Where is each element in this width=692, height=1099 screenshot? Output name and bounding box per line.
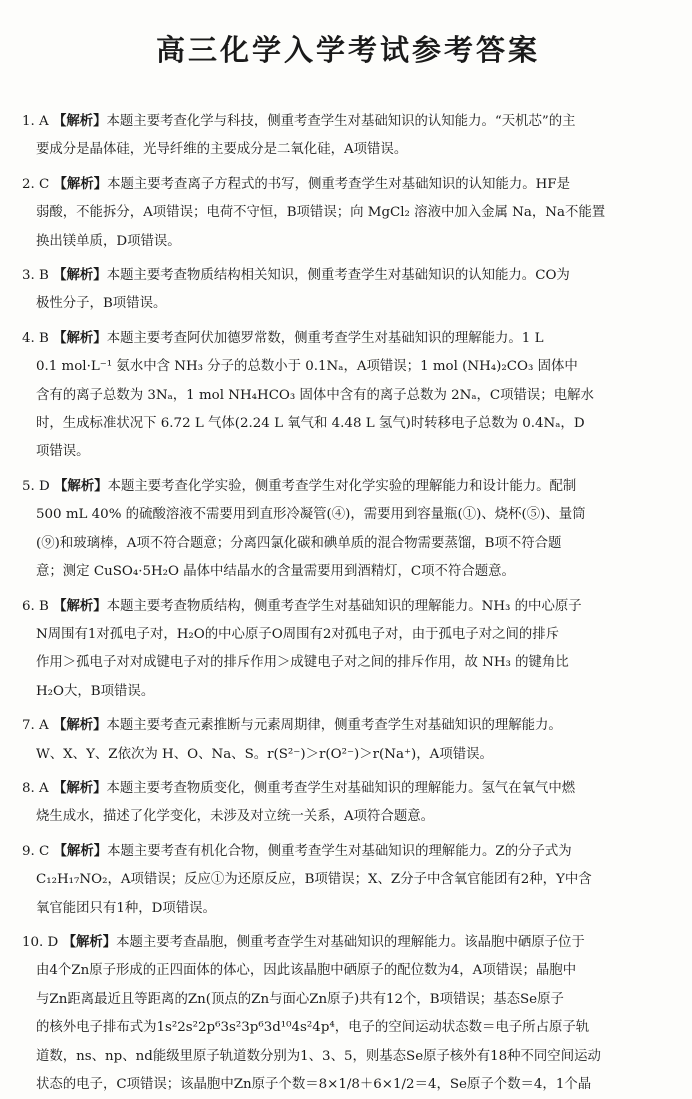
analysis-tag: 【解析】 xyxy=(52,718,107,734)
answer-line xyxy=(22,325,674,353)
answer-line xyxy=(22,593,674,621)
answer-item-8 xyxy=(22,775,674,832)
answer-line: 的核外电子排布式为1s²2s²2p⁶3s²3p⁶3d¹⁰4s²4p⁴，电子的空间运动状态数＝电子所占原子轨 xyxy=(36,1020,590,1036)
answer-line: N周围有1对孤电子对，H₂O的中心原子O周围有2对孤电子对，由于孤电子对之间的排斥 xyxy=(36,626,560,642)
answer-text: 本题主要考查物质变化，侧重考查学生对基础知识的理解能力。氢气在氧气中燃 xyxy=(106,780,576,796)
answer-line: 换出镁单质，D项错误。 xyxy=(36,233,181,249)
analysis-tag: 【解析】 xyxy=(53,330,107,346)
answer-number: 8. A xyxy=(22,780,49,796)
answer-line xyxy=(22,262,674,290)
answer-line: 要成分是晶体硅，光导纤维的主要成分是二氧化硅，A项错误。 xyxy=(36,142,408,158)
answer-item-1 xyxy=(22,108,674,165)
answer-item-6 xyxy=(22,593,674,707)
answer-text: 本题主要考查物质结构，侧重考查学生对基础知识的理解能力。NH₃ 的中心原子 xyxy=(106,598,582,614)
analysis-tag: 【解析】 xyxy=(53,176,108,192)
answer-item-3 xyxy=(22,262,674,319)
answer-line: 烧生成水，描述了化学变化，未涉及对立统一关系，A项符合题意。 xyxy=(36,809,434,825)
analysis-tag: 【解析】 xyxy=(53,268,107,284)
answer-text: 本题主要考查阿伏加德罗常数，侧重考查学生对基础知识的理解能力。1 L xyxy=(106,330,544,346)
answer-line xyxy=(22,473,674,501)
answer-line: 与Zn距离最近且等距离的Zn(顶点的Zn与面心Zn原子)共有12个，B项错误；基态Se原子 xyxy=(36,991,564,1007)
answer-text: 本题主要考查化学实验，侧重考查学生对化学实验的理解能力和设计能力。配制 xyxy=(107,478,577,494)
analysis-tag: 【解析】 xyxy=(53,843,108,859)
answer-text: 本题主要考查化学与科技，侧重考查学生对基础知识的认知能力。“天机芯”的主 xyxy=(106,114,576,129)
answer-line: 意；测定 CuSO₄·5H₂O 晶体中结晶水的含量需要用到酒精灯，C项不符合题意。 xyxy=(36,564,515,580)
answer-number: 10. D xyxy=(22,934,59,950)
answer-item-7 xyxy=(22,712,674,769)
answer-line xyxy=(22,775,674,803)
answer-line: H₂O大，B项错误。 xyxy=(36,683,155,699)
answer-text: 本题主要考查离子方程式的书写，侧重考查学生对基础知识的认知能力。HF是 xyxy=(107,176,570,192)
answer-number: 1. A xyxy=(22,114,49,129)
answer-line: 作用＞孤电子对对成键电子对的排斥作用＞成键电子对之间的排斥作用，故 NH₃ 的键角比 xyxy=(36,655,569,671)
answer-line xyxy=(22,171,674,199)
answer-line: 道数，ns、np、nd能级里原子轨道数分别为1、3、5，则基态Se原子核外有18种不同空间运动 xyxy=(36,1048,601,1064)
answer-number: 5. D xyxy=(22,478,50,494)
answer-line: 弱酸，不能拆分，A项错误；电荷不守恒，B项错误；向 MgCl₂ 溶液中加入金属 Na，Na不能置 xyxy=(36,205,606,221)
answer-line: C₁₂H₁₇NO₂，A项错误；反应①为还原反应，B项错误；X、Z分子中含氧官能团有2种，Y中含 xyxy=(36,872,592,888)
answer-text: 本题主要考查元素推断与元素周期律，侧重考查学生对基础知识的理解能力。 xyxy=(106,718,562,734)
analysis-tag: 【解析】 xyxy=(52,780,107,796)
answer-line: 0.1 mol·L⁻¹ 氨水中含 NH₃ 分子的总数小于 0.1Nₐ，A项错误；1 mol (NH₄)₂CO₃ 固体中 xyxy=(36,359,578,375)
answer-number: 6. B xyxy=(22,598,49,614)
answer-number: 3. B xyxy=(22,268,49,284)
answer-text: 本题主要考查晶胞，侧重考查学生对基础知识的理解能力。该晶胞中硒原子位于 xyxy=(116,934,585,950)
analysis-tag: 【解析】 xyxy=(53,598,107,614)
answer-line: 由4个Zn原子形成的正四面体的体心，因此该晶胞中硒原子的配位数为4，A项错误；晶胞中 xyxy=(36,963,577,979)
answer-number: 4. B xyxy=(22,330,49,346)
answer-line: 时，生成标准状况下 6.72 L 气体(2.24 L 氧气和 4.48 L 氢气)时转移电子总数为 0.4Nₐ，D xyxy=(36,416,585,432)
answer-item-4 xyxy=(22,325,674,467)
answer-number: 7. A xyxy=(22,718,49,734)
answer-line xyxy=(22,108,674,136)
answer-line: 氧官能团只有1种，D项错误。 xyxy=(36,900,216,916)
answer-text: 本题主要考查有机化合物，侧重考查学生对基础知识的理解能力。Z的分子式为 xyxy=(107,843,572,859)
analysis-tag: 【解析】 xyxy=(62,934,117,950)
answer-item-9 xyxy=(22,838,674,923)
answer-line: 500 mL 40% 的硫酸溶液不需要用到直形冷凝管(④)，需要用到容量瓶(①)、烧杯(⑤)、量筒 xyxy=(36,507,586,523)
answer-line: 极性分子，B项错误。 xyxy=(36,296,167,312)
analysis-tag: 【解析】 xyxy=(52,114,107,129)
answer-number: 9. C xyxy=(22,843,50,859)
answer-item-2 xyxy=(22,171,674,256)
answer-line: 状态的电子，C项错误；该晶胞中Zn原子个数＝8×1/8＋6×1/2＝4，Se原子个数＝4，1个晶 xyxy=(36,1077,592,1092)
answer-text: 本题主要考查物质结构相关知识，侧重考查学生对基础知识的认知能力。CO为 xyxy=(106,268,570,284)
answer-line: 含有的离子总数为 3Nₐ，1 mol NH₄HCO₃ 固体中含有的离子总数为 2Nₐ，C项错误；电解水 xyxy=(36,387,594,403)
answer-line xyxy=(22,929,674,957)
page-title: 高三化学入学考试参考答案 xyxy=(155,33,540,67)
answer-list xyxy=(22,108,674,1099)
answer-line: (⑨)和玻璃棒，A项不符合题意；分离四氯化碳和碘单质的混合物需要蒸馏，B项不符合题 xyxy=(36,535,562,551)
answer-line: 项错误。 xyxy=(36,444,90,460)
answer-item-5 xyxy=(22,473,674,587)
answer-item-10 xyxy=(22,929,674,1099)
answer-line: W、X、Y、Z依次为 H、O、Na、S。r(S²⁻)＞r(O²⁻)＞r(Na⁺)，A项错误。 xyxy=(36,746,493,762)
answer-number: 2. C xyxy=(22,176,50,192)
answer-line xyxy=(22,712,674,740)
answer-line xyxy=(22,838,674,866)
analysis-tag: 【解析】 xyxy=(54,478,108,494)
